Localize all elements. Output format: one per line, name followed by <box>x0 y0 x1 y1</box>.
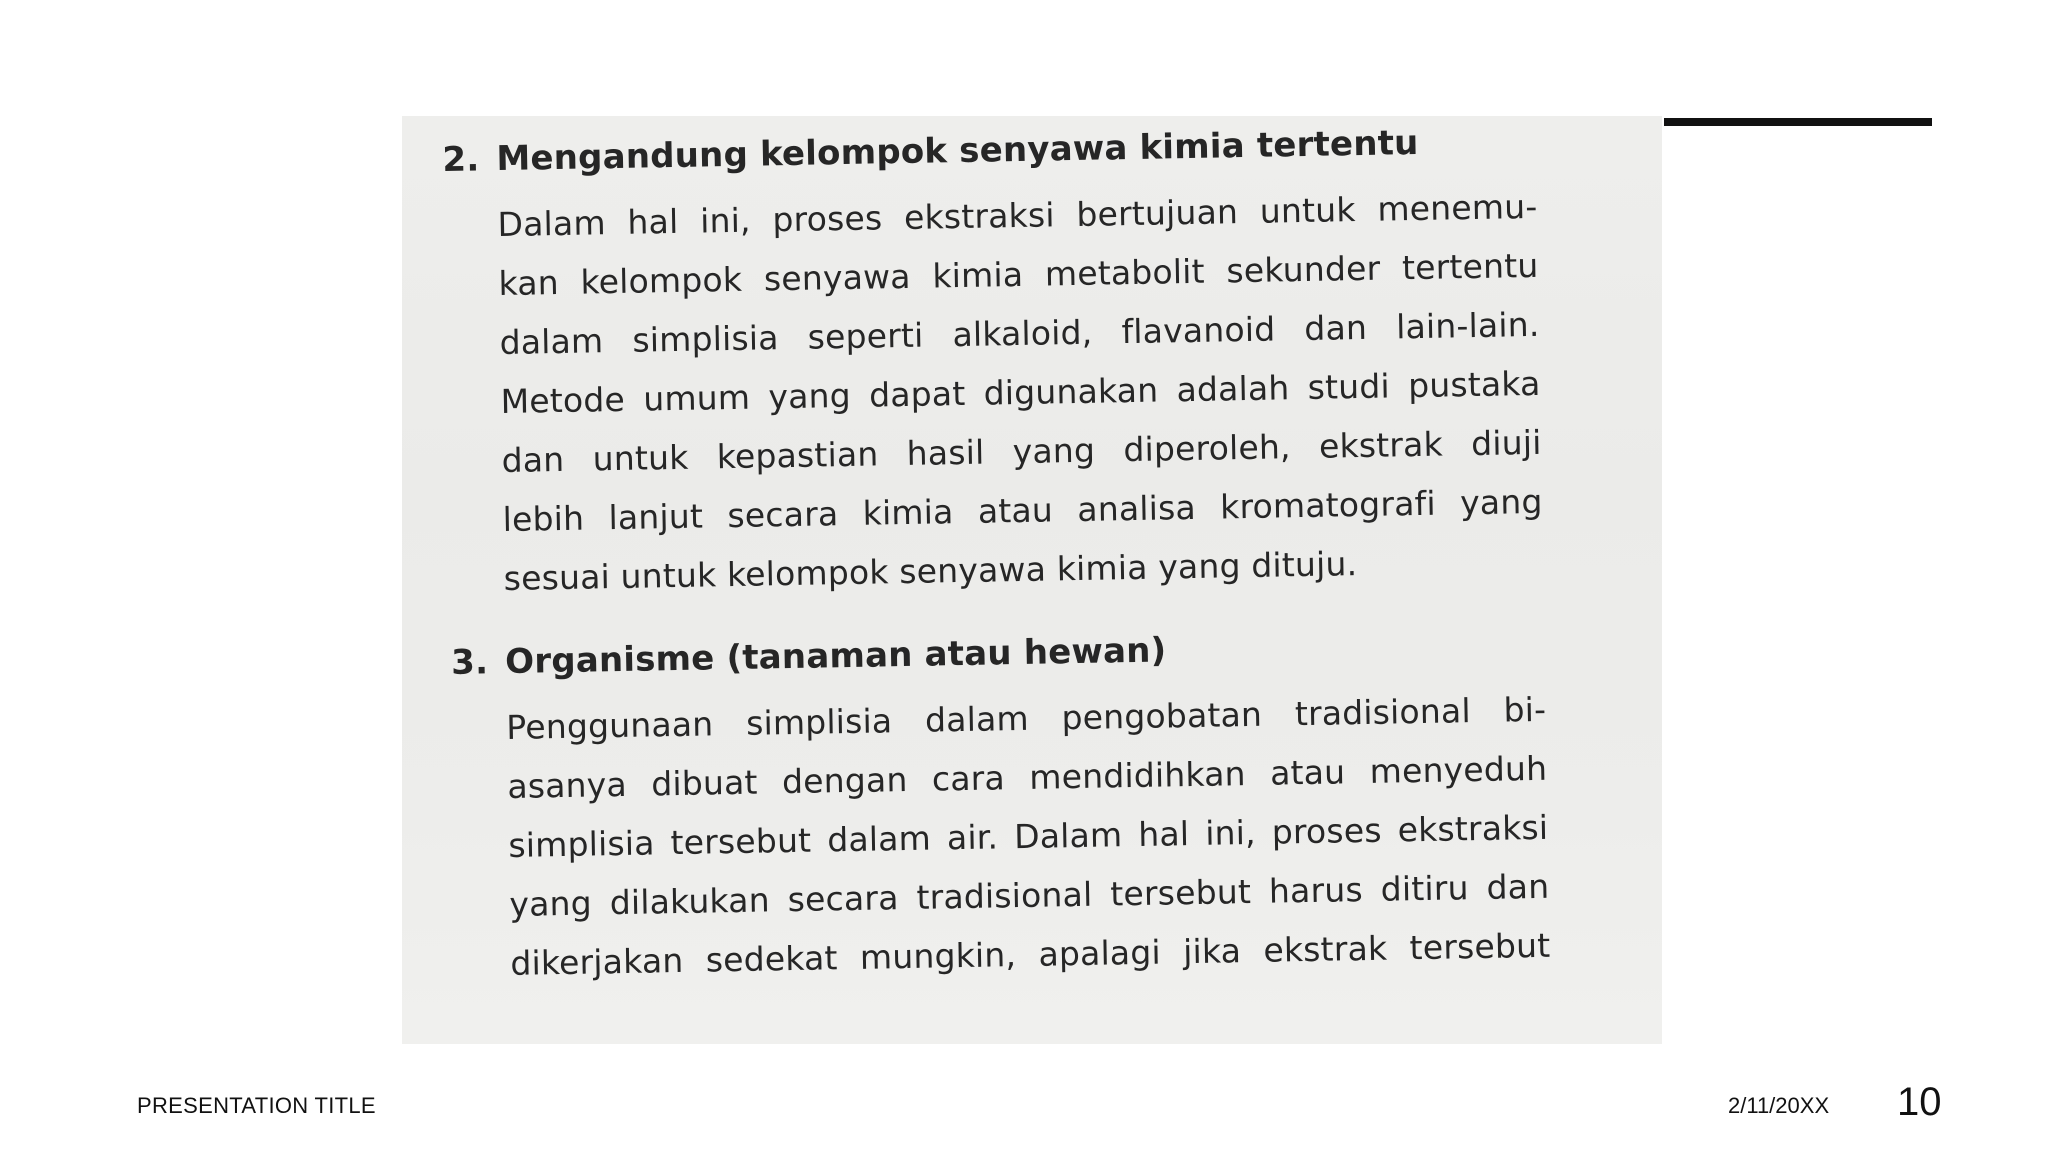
paragraph-line: asanya dibuat dengan cara mendidihkan atau menyeduh <box>507 748 1548 806</box>
slide-page-number: 10 <box>1897 1080 1942 1124</box>
footer-date: 2/11/20XX <box>1728 1093 1830 1118</box>
title-accent-line <box>1664 118 1932 126</box>
paragraph-line: sesuai untuk kelompok senyawa kimia yang dituju. <box>503 544 1358 598</box>
paragraph-line: Metode umum yang dapat digunakan adalah studi pustaka <box>500 363 1541 422</box>
paragraph-line: Penggunaan simplisia dalam pengobatan tradisional bi- <box>505 689 1547 747</box>
section-paragraph <box>497 177 1544 608</box>
paragraph-line: kan kelompok senyawa kimia metabolit sekunder tertentu <box>498 245 1539 304</box>
paragraph-line: yang dilakukan secara tradisional tersebut harus ditiru dan <box>509 866 1550 924</box>
section-title: Mengandung kelompok senyawa kimia tertentu <box>496 122 1419 180</box>
section-paragraph <box>506 680 1551 993</box>
section-heading <box>442 116 1623 184</box>
book-page-text <box>442 116 1637 994</box>
section-number: 2. <box>442 139 480 180</box>
section-title: Organisme (tanaman atau hewan) <box>504 630 1167 682</box>
paragraph-line: dalam simplisia seperti alkaloid, flavanoid dan lain-lain. <box>499 304 1540 363</box>
paragraph-line: lebih lanjut secara kimia atau analisa kromatografi yang <box>502 481 1543 539</box>
footer-presentation-title: PRESENTATION TITLE <box>137 1093 376 1118</box>
paragraph-line: Dalam hal ini, proses ekstraksi bertujuan untuk menemu- <box>497 186 1538 245</box>
section-number: 3. <box>450 642 489 683</box>
paragraph-line: dikerjakan sedekat mungkin, apalagi jika ekstrak tersebut <box>510 925 1551 983</box>
paragraph-line: simplisia tersebut dalam air. Dalam hal ini, proses ekstraksi <box>508 807 1549 865</box>
book-page-photo <box>402 116 1662 1044</box>
paragraph-line: dan untuk kepastian hasil yang diperoleh, ekstrak diuji <box>501 422 1542 481</box>
